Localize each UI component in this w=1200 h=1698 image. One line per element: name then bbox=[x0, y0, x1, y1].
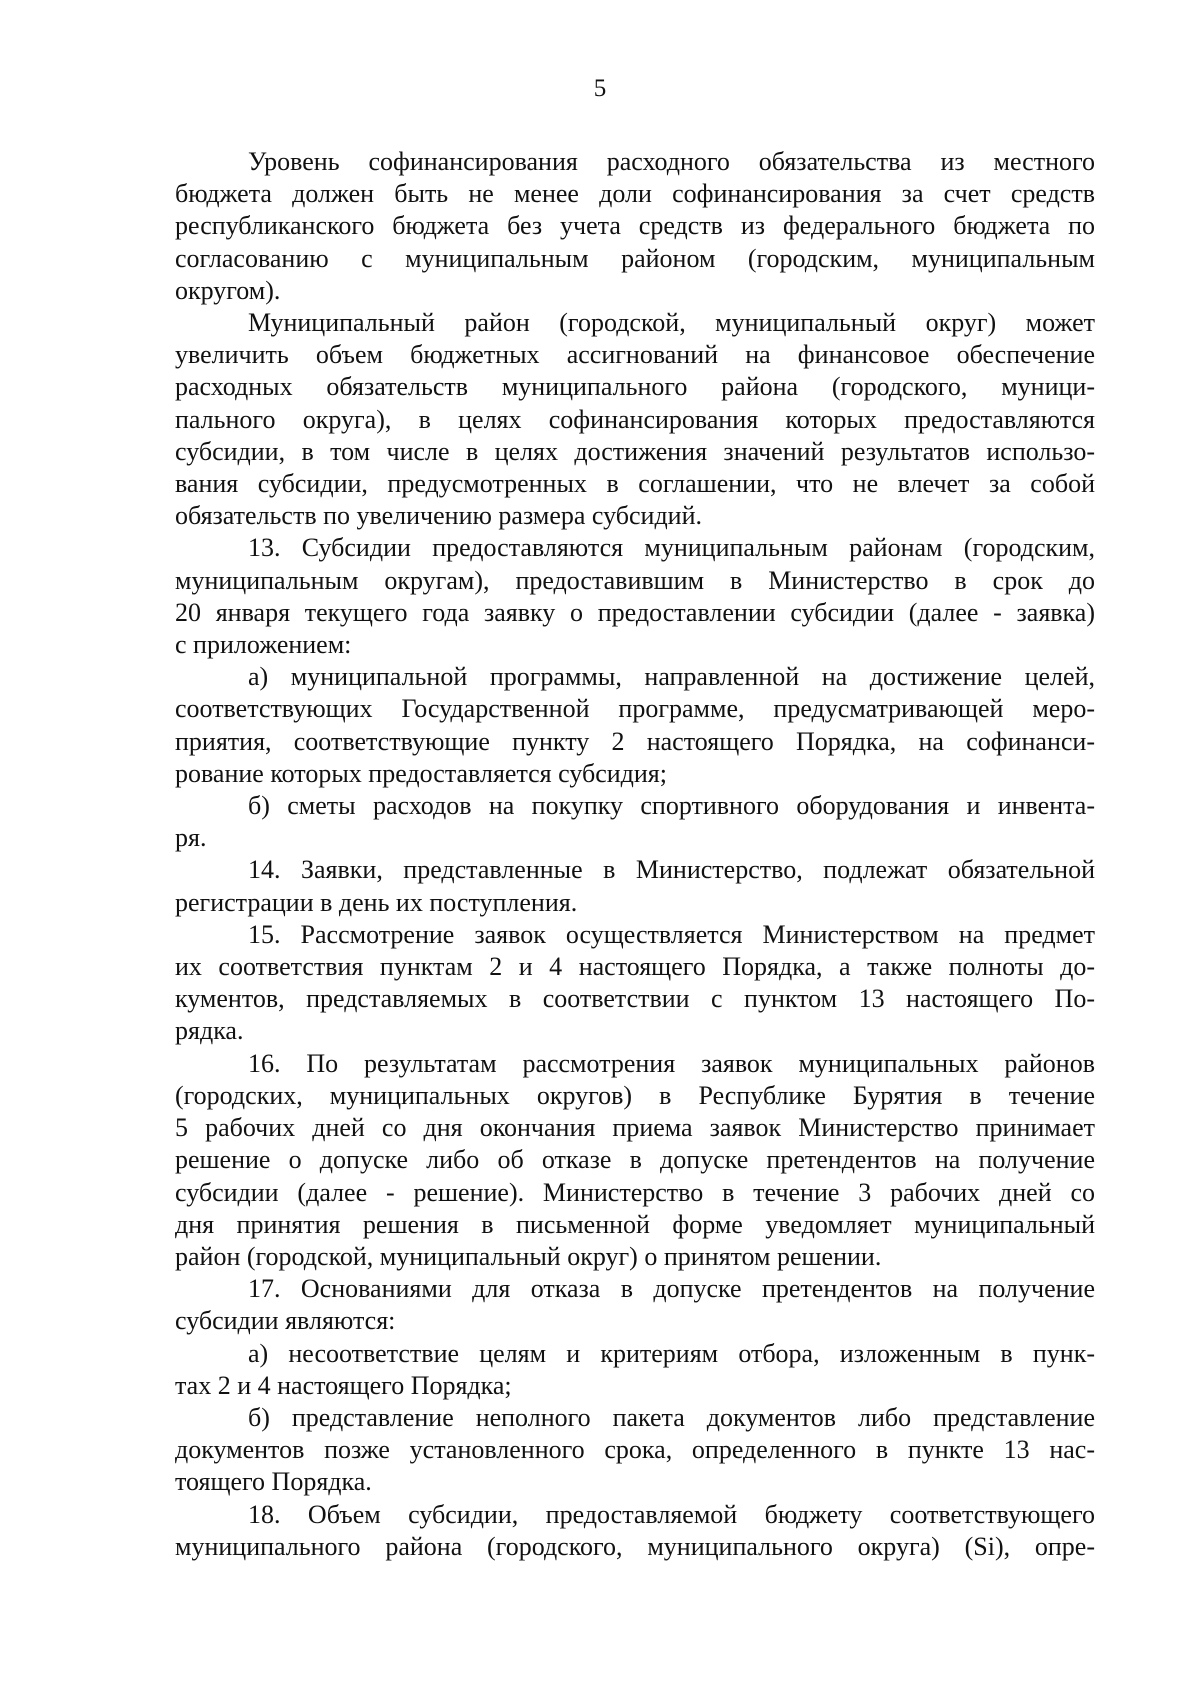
text-line: 13. Субсидии предоставляются муниципальным районам (городским, bbox=[248, 533, 1095, 563]
paragraph bbox=[175, 146, 1095, 307]
paragraph bbox=[175, 307, 1095, 532]
paragraph bbox=[175, 854, 1095, 918]
text-line: 15. Рассмотрение заявок осуществляется Министерством на предмет bbox=[248, 919, 1095, 949]
text-line: вания субсидии, предусмотренных в соглашении, что не влечет за собой bbox=[175, 469, 1095, 499]
text-line: тах 2 и 4 настоящего Порядка; bbox=[175, 1370, 512, 1400]
text-line: регистрации в день их поступления. bbox=[175, 887, 578, 917]
paragraph bbox=[175, 1402, 1095, 1499]
page-number: 5 bbox=[593, 75, 607, 102]
text-line: соответствующих Государственной программе, предусматривающей меро- bbox=[175, 694, 1095, 724]
text-line: а) муниципальной программы, направленной на достижение целей, bbox=[248, 662, 1095, 692]
text-line: бюджета должен быть не менее доли софинансирования за счет средств bbox=[175, 179, 1095, 209]
text-line: их соответствия пунктам 2 и 4 настоящего Порядка, а также полноты до- bbox=[175, 952, 1095, 982]
text-line: рование которых предоставляется субсидия; bbox=[175, 758, 667, 788]
paragraph bbox=[175, 1499, 1095, 1563]
paragraph bbox=[175, 532, 1095, 661]
text-line: ря. bbox=[175, 823, 207, 853]
text-line: рядка. bbox=[175, 1016, 244, 1046]
text-line: приятия, соответствующие пункту 2 настоящего Порядка, на софинанси- bbox=[175, 726, 1095, 756]
text-line: 17. Основаниями для отказа в допуске претендентов на получение bbox=[248, 1274, 1095, 1304]
text-line: Уровень софинансирования расходного обязательства из местного bbox=[248, 147, 1095, 176]
paragraph bbox=[175, 1273, 1095, 1337]
text-line: 16. По результатам рассмотрения заявок муниципальных районов bbox=[248, 1048, 1095, 1078]
paragraph bbox=[175, 661, 1095, 790]
paragraph bbox=[175, 1338, 1095, 1402]
text-line: пального округа), в целях софинансирования которых предоставляются bbox=[175, 404, 1095, 434]
text-line: кументов, представляемых в соответствии с пунктом 13 настоящего По- bbox=[175, 984, 1095, 1014]
paragraph bbox=[175, 1048, 1095, 1273]
text-line: согласованию с муниципальным районом (городским, муниципальным bbox=[175, 243, 1095, 273]
text-line: субсидии (далее - решение). Министерство в течение 3 рабочих дней со bbox=[175, 1177, 1095, 1207]
text-line: обязательств по увеличению размера субсидий. bbox=[175, 501, 702, 531]
paragraph bbox=[175, 790, 1095, 854]
text-line: 14. Заявки, представленные в Министерство, подлежат обязательной bbox=[248, 855, 1095, 885]
text-line: район (городской, муниципальный округ) о принятом решении. bbox=[175, 1241, 882, 1271]
text-line: муниципальным округам), предоставившим в Министерство в срок до bbox=[175, 565, 1095, 595]
text-line: расходных обязательств муниципального района (городского, муници- bbox=[175, 372, 1095, 402]
text-line: дня принятия решения в письменной форме уведомляет муниципальный bbox=[175, 1209, 1095, 1239]
text-line: увеличить объем бюджетных ассигнований на финансовое обеспечение bbox=[175, 340, 1095, 370]
text-line: решение о допуске либо об отказе в допуске претендентов на получение bbox=[175, 1145, 1095, 1175]
text-line: б) сметы расходов на покупку спортивного оборудования и инвента- bbox=[248, 791, 1095, 821]
text-line: 5 рабочих дней со дня окончания приема заявок Министерство принимает bbox=[175, 1113, 1095, 1143]
text-line: субсидии, в том числе в целях достижения значений результатов использо- bbox=[175, 436, 1095, 466]
text-line: тоящего Порядка. bbox=[175, 1467, 372, 1497]
text-line: республиканского бюджета без учета средств из федерального бюджета по bbox=[175, 211, 1095, 241]
text-line: с приложением: bbox=[175, 630, 352, 660]
text-line: документов позже установленного срока, определенного в пункте 13 нас- bbox=[175, 1435, 1095, 1465]
document-body bbox=[175, 146, 1095, 1563]
text-line: округом). bbox=[175, 275, 281, 305]
text-line: б) представление неполного пакета документов либо представление bbox=[248, 1402, 1095, 1432]
text-line: (городских, муниципальных округов) в Республике Бурятия в течение bbox=[175, 1080, 1095, 1110]
text-line: муниципального района (городского, муниципального округа) (Si), опре- bbox=[175, 1531, 1095, 1561]
text-line: а) несоответствие целям и критериям отбора, изложенным в пунк- bbox=[248, 1338, 1095, 1368]
text-line: субсидии являются: bbox=[175, 1306, 396, 1336]
text-line: 20 января текущего года заявку о предоставлении субсидии (далее - заявка) bbox=[175, 597, 1095, 627]
paragraph bbox=[175, 919, 1095, 1048]
text-line: Муниципальный район (городской, муниципальный округ) может bbox=[248, 308, 1095, 338]
text-line: 18. Объем субсидии, предоставляемой бюджету соответствующего bbox=[248, 1499, 1095, 1529]
